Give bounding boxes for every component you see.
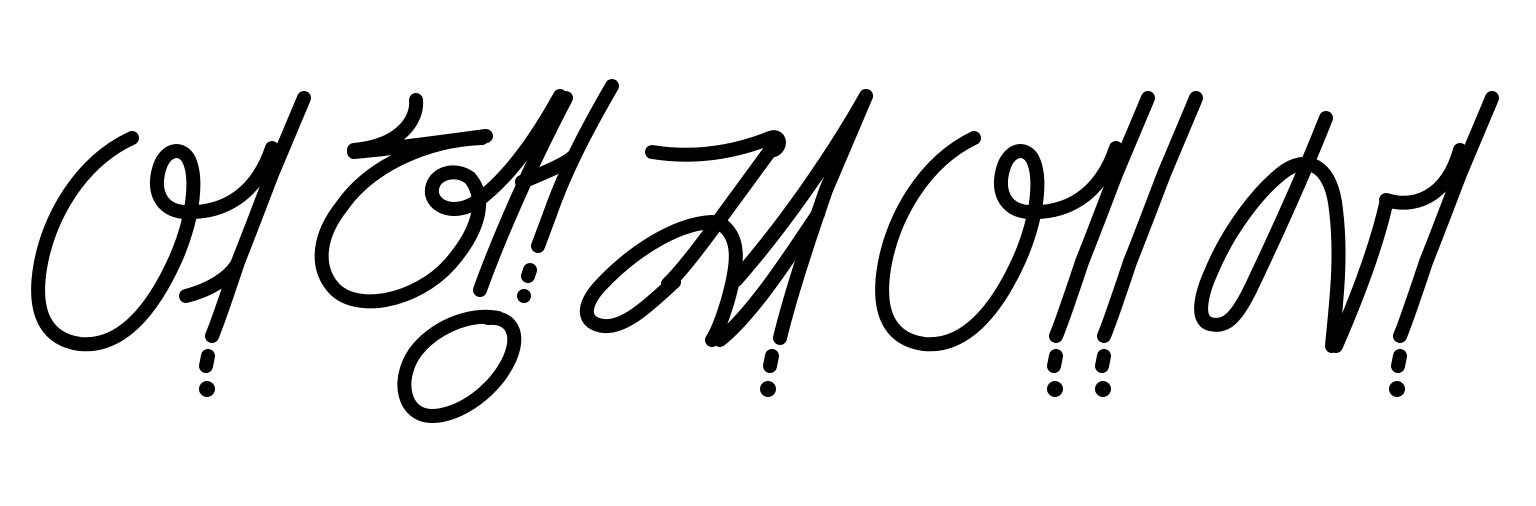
glyph-seo [1201,98,1492,397]
glyph-yeo [38,98,304,397]
glyph-e [882,98,1196,397]
ink-strokes [38,86,1492,416]
glyph-ji [587,96,866,397]
glyph-haeng [322,86,612,416]
